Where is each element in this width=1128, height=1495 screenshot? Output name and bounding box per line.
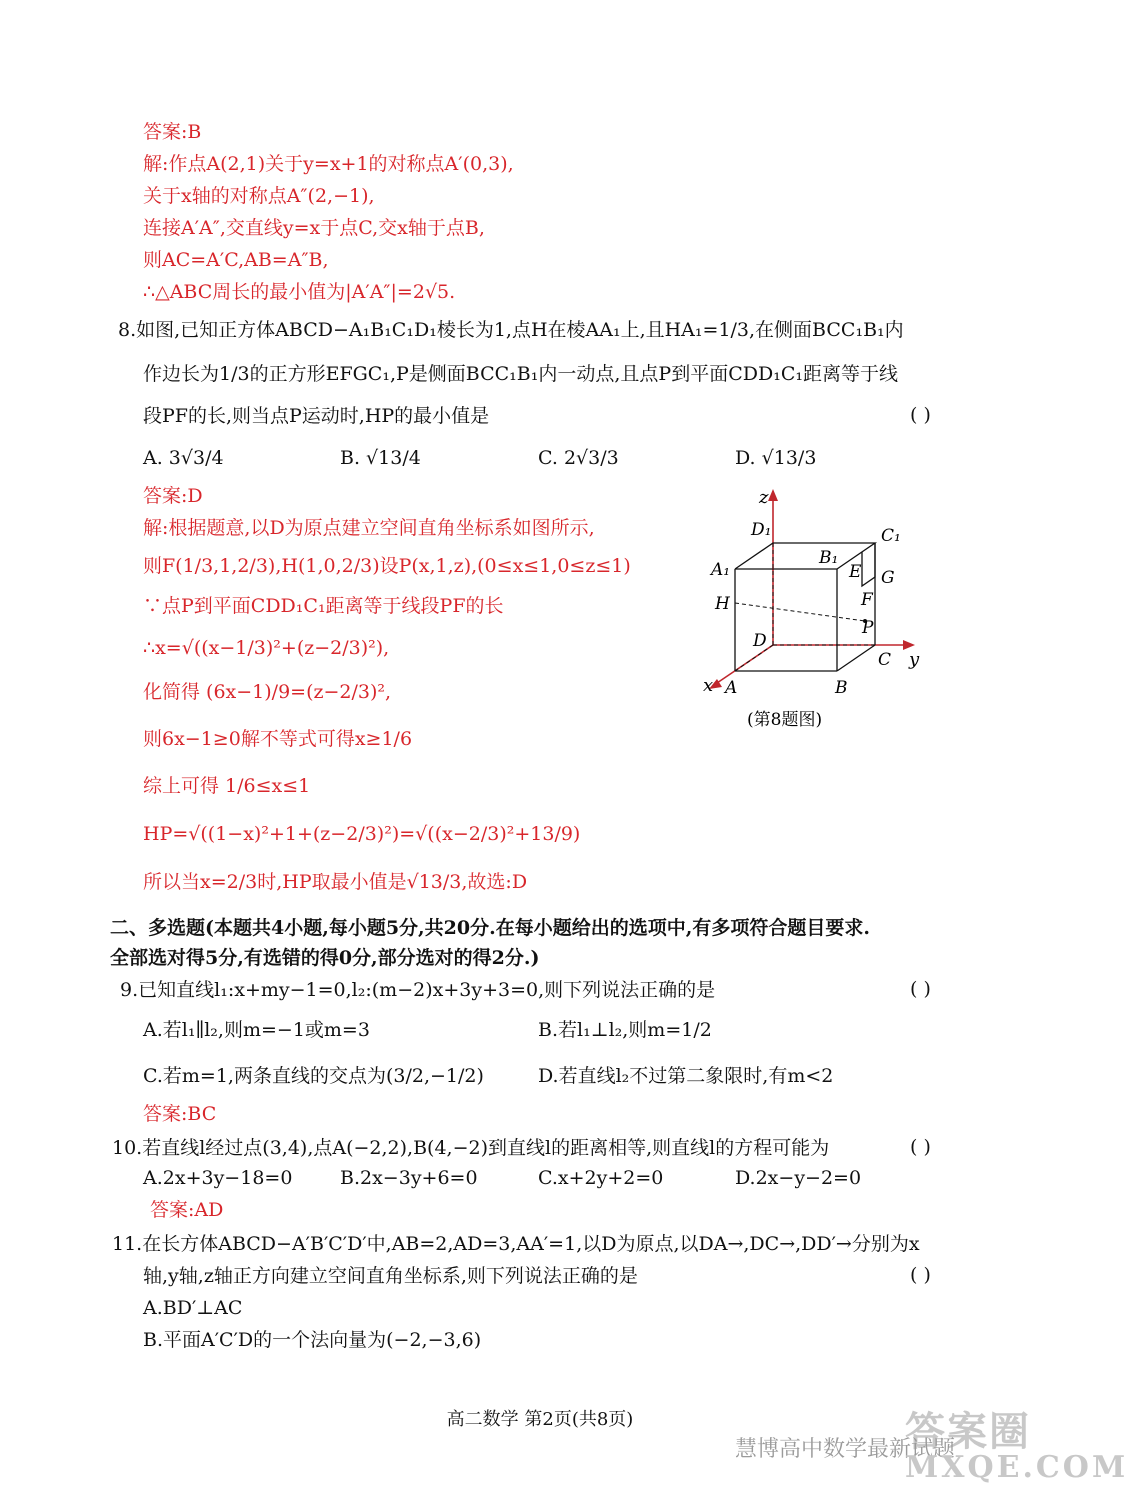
label-e: E: [849, 562, 862, 582]
q8-solution-line: 化简得 (6x−1)/9=(z−2/3)²,: [143, 681, 392, 703]
q9-option-a: A.若l₁∥l₂,则m=−1或m=3: [143, 1019, 370, 1041]
q7-solution-line: 连接A′A″,交直线y=x于点C,交x轴于点B,: [143, 217, 485, 239]
q11-option-a: A.BD′⊥AC: [143, 1297, 243, 1319]
cube-figure: [695, 485, 935, 735]
label-g: G: [881, 568, 895, 588]
label-c1: C₁: [881, 526, 901, 546]
section-heading: 二、多选题(本题共4小题,每小题5分,共20分.在每小题给出的选项中,有多项符合题目要求.: [110, 917, 870, 939]
q7-solution-line: 解:作点A(2,1)关于y=x+1的对称点A′(0,3),: [143, 153, 514, 175]
q9-answer: 答案:BC: [143, 1103, 217, 1125]
q8-solution-line: ∵点P到平面CDD₁C₁距离等于线段PF的长: [143, 595, 504, 617]
q7-solution-line: ∴△ABC周长的最小值为|A′A″|=2√5.: [143, 281, 456, 303]
z-axis-label: z: [759, 487, 769, 508]
label-d: D: [753, 631, 767, 651]
q8-solution-line: ∴x=√((x−1/3)²+(z−2/3)²),: [143, 637, 390, 659]
y-axis-label: y: [909, 649, 920, 670]
q8-option-a: A. 3√3/4: [143, 447, 224, 469]
q11-answer-paren: ( ): [910, 1264, 931, 1286]
q8-answer: 答案:D: [143, 485, 203, 507]
q8-stem: 作边长为1/3的正方形EFGC₁,P是侧面BCC₁B₁内一动点,且点P到平面CDD₁C₁距离等于线: [143, 363, 898, 385]
q10-option-d: D.2x−y−2=0: [735, 1167, 862, 1189]
label-a: A: [725, 678, 738, 698]
q10-option-c: C.x+2y+2=0: [538, 1167, 664, 1189]
label-c: C: [878, 650, 892, 670]
q10-answer-paren: ( ): [910, 1136, 931, 1158]
q7-solution-line: 关于x轴的对称点A″(2,−1),: [143, 185, 375, 207]
page-footer: 高二数学 第2页(共8页): [446, 1409, 634, 1430]
q9-option-b: B.若l₁⊥l₂,则m=1/2: [538, 1019, 712, 1041]
x-axis-label: x: [703, 675, 714, 696]
q10-option-a: A.2x+3y−18=0: [143, 1167, 293, 1189]
q8-solution-line: HP=√((1−x)²+1+(z−2/3)²)=√((x−2/3)²+13/9): [143, 823, 581, 845]
q10-option-b: B.2x−3y+6=0: [340, 1167, 478, 1189]
q8-option-c: C. 2√3/3: [538, 447, 619, 469]
q8-solution-line: 解:根据题意,以D为原点建立空间直角坐标系如图所示,: [143, 517, 595, 539]
q8-solution-line: 则6x−1≥0解不等式可得x≥1/6: [143, 728, 413, 750]
q11-option-b: B.平面A′C′D的一个法向量为(−2,−3,6): [143, 1329, 482, 1351]
label-b1: B₁: [819, 548, 839, 568]
label-b: B: [835, 678, 848, 698]
watermark-account: 慧博高中数学最新试题: [735, 1437, 956, 1462]
q8-option-b: B. √13/4: [340, 447, 421, 469]
q11-stem: 轴,y轴,z轴正方向建立空间直角坐标系,则下列说法正确的是: [143, 1265, 638, 1287]
q9-option-d: D.若直线l₂不过第二象限时,有m<2: [538, 1065, 834, 1087]
q8-answer-paren: ( ): [910, 404, 931, 426]
section-heading: 全部选对得5分,有选错的得0分,部分选对的得2分.): [110, 947, 540, 969]
q9-option-c: C.若m=1,两条直线的交点为(3/2,−1/2): [143, 1065, 484, 1087]
q11-stem: 11.在长方体ABCD−A′B′C′D′中,AB=2,AD=3,AA′=1,以D为原点,以DA→,DC→,DD′→分别为x: [112, 1233, 920, 1255]
watermark-logo: 答案圈: [905, 1408, 1031, 1455]
q9-answer-paren: ( ): [910, 978, 931, 1000]
q9-stem: 9.已知直线l₁:x+my−1=0,l₂:(m−2)x+3y+3=0,则下列说法正确的是: [120, 979, 716, 1001]
label-p: P: [862, 618, 874, 638]
q7-answer: 答案:B: [143, 121, 202, 143]
q7-solution-line: 则AC=A′C,AB=A″B,: [143, 249, 329, 271]
q10-stem: 10.若直线l经过点(3,4),点A(−2,2),B(4,−2)到直线l的距离相等,则直线l的方程可能为: [112, 1137, 830, 1159]
q8-stem: 8.如图,已知正方体ABCD−A₁B₁C₁D₁棱长为1,点H在棱AA₁上,且HA₁=1/3,在侧面BCC₁B₁内: [118, 319, 904, 341]
label-h: H: [715, 594, 730, 614]
q8-solution-line: 则F(1/3,1,2/3),H(1,0,2/3)设P(x,1,z),(0≤x≤1,0≤z≤1): [143, 555, 631, 577]
q10-answer: 答案:AD: [150, 1199, 224, 1221]
figure-caption: (第8题图): [747, 710, 823, 730]
q8-solution-line: 所以当x=2/3时,HP取最小值是√13/3,故选:D: [143, 871, 528, 893]
watermark-site: MXQE.COM: [905, 1450, 1128, 1485]
label-f: F: [861, 590, 873, 610]
label-d1: D₁: [751, 520, 772, 540]
q8-solution-line: 综上可得 1/6≤x≤1: [143, 775, 311, 797]
label-a1: A₁: [711, 560, 731, 580]
q8-stem: 段PF的长,则当点P运动时,HP的最小值是: [143, 405, 490, 427]
q8-option-d: D. √13/3: [735, 447, 817, 469]
